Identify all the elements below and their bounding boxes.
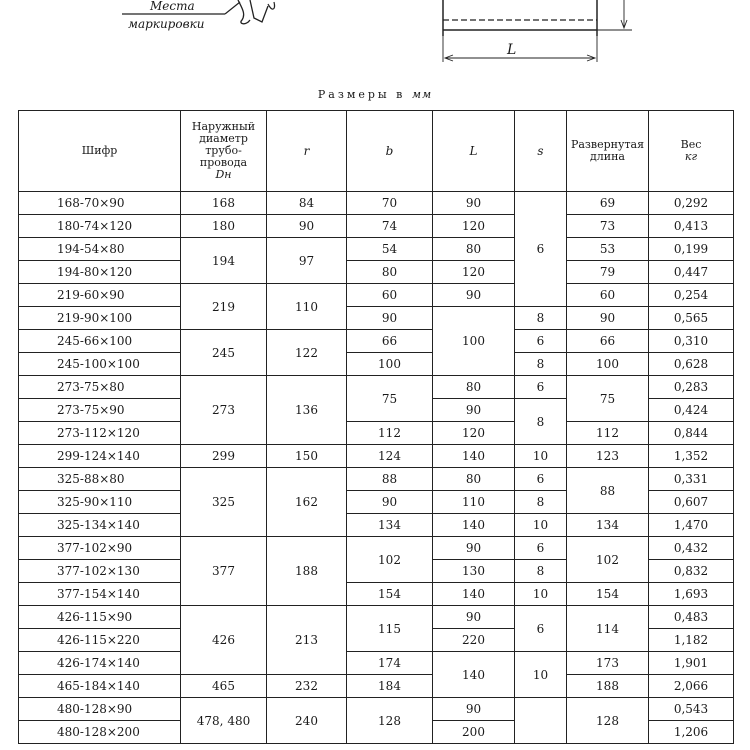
cell-weight: 1,352 — [649, 445, 734, 468]
cell-diameter: 478, 480 — [181, 698, 267, 744]
cell-L: 90 — [433, 192, 515, 215]
cell-length: 79 — [567, 261, 649, 284]
header-developed-length — [567, 111, 649, 192]
cell-length: 75 — [567, 376, 649, 422]
cell-b: 70 — [347, 192, 433, 215]
table-row — [19, 192, 734, 215]
cell-length: 188 — [567, 675, 649, 698]
cell-b: 100 — [347, 353, 433, 376]
table-row — [19, 537, 734, 560]
cell-b: 102 — [347, 537, 433, 583]
cell-length: 90 — [567, 307, 649, 330]
table-row — [19, 330, 734, 353]
cell-r: 232 — [267, 675, 347, 698]
caption-unit: мм — [411, 88, 433, 101]
caption-text: Размеры в — [317, 88, 412, 101]
header-diameter-line4: провода — [199, 156, 248, 169]
header-weight-line2: кг — [684, 150, 698, 163]
cell-L: 100 — [433, 307, 515, 376]
cell-diameter: 299 — [181, 445, 267, 468]
cell-code: 194-54×80 — [19, 238, 181, 261]
drawing-fragment — [0, 0, 750, 95]
cell-diameter: 426 — [181, 606, 267, 675]
header-L: L — [433, 111, 515, 192]
cell-length: 134 — [567, 514, 649, 537]
cell-L: 80 — [433, 468, 515, 491]
cell-code: 168-70×90 — [19, 192, 181, 215]
table-row — [19, 238, 734, 261]
table-row — [19, 353, 734, 376]
cell-L: 140 — [433, 583, 515, 606]
cell-b: 90 — [347, 307, 433, 330]
table-row — [19, 468, 734, 491]
cell-s: 8 — [515, 307, 567, 330]
cell-code: 377-102×130 — [19, 560, 181, 583]
cell-code: 219-60×90 — [19, 284, 181, 307]
cell-s: 6 — [515, 192, 567, 307]
cell-b: 154 — [347, 583, 433, 606]
cell-length: 60 — [567, 284, 649, 307]
cell-s: 10 — [515, 652, 567, 698]
table-row — [19, 284, 734, 307]
cell-length: 123 — [567, 445, 649, 468]
header-weight — [649, 111, 734, 192]
cell-r: 240 — [267, 698, 347, 744]
table-header-row — [19, 111, 734, 192]
cell-code: 325-88×80 — [19, 468, 181, 491]
header-length-line1: Развернутая — [570, 138, 645, 151]
cell-code: 180-74×120 — [19, 215, 181, 238]
cell-b: 128 — [347, 698, 433, 744]
cell-length: 100 — [567, 353, 649, 376]
cell-weight: 0,424 — [649, 399, 734, 422]
table-row — [19, 583, 734, 606]
cell-diameter: 377 — [181, 537, 267, 606]
cell-s: 6 — [515, 606, 567, 652]
cell-code: 325-134×140 — [19, 514, 181, 537]
cell-weight: 0,628 — [649, 353, 734, 376]
cell-weight: 0,543 — [649, 698, 734, 721]
cell-b: 74 — [347, 215, 433, 238]
cell-b: 115 — [347, 606, 433, 652]
cell-weight: 0,483 — [649, 606, 734, 629]
cell-weight: 0,199 — [649, 238, 734, 261]
cell-code: 245-100×100 — [19, 353, 181, 376]
table-row — [19, 376, 734, 399]
cell-diameter: 180 — [181, 215, 267, 238]
dimensions-table — [18, 110, 734, 744]
cell-s: 10 — [515, 583, 567, 606]
table-row — [19, 215, 734, 238]
cell-weight: 0,413 — [649, 215, 734, 238]
cell-L: 80 — [433, 238, 515, 261]
cell-r: 97 — [267, 238, 347, 284]
cell-b: 112 — [347, 422, 433, 445]
cell-b: 90 — [347, 491, 433, 514]
table-row — [19, 675, 734, 698]
cell-b: 66 — [347, 330, 433, 353]
table-row — [19, 422, 734, 445]
cell-code: 426-115×90 — [19, 606, 181, 629]
cell-L: 120 — [433, 422, 515, 445]
cell-weight: 0,832 — [649, 560, 734, 583]
cell-b: 174 — [347, 652, 433, 675]
header-diameter-line2: диаметр — [199, 132, 248, 145]
cell-s: 6 — [515, 537, 567, 560]
marker-label-line2: маркировки — [128, 17, 205, 31]
cell-code: 377-154×140 — [19, 583, 181, 606]
cell-r: 84 — [267, 192, 347, 215]
header-diameter-line3: трубо- — [205, 144, 242, 157]
cell-code: 194-80×120 — [19, 261, 181, 284]
header-b: b — [347, 111, 433, 192]
cell-L: 120 — [433, 261, 515, 284]
cell-L: 200 — [433, 721, 515, 744]
cell-weight: 1,182 — [649, 629, 734, 652]
cell-weight: 1,693 — [649, 583, 734, 606]
cell-code: 299-124×140 — [19, 445, 181, 468]
cell-L: 80 — [433, 376, 515, 399]
cell-b: 60 — [347, 284, 433, 307]
cell-s: 10 — [515, 445, 567, 468]
cell-r: 136 — [267, 376, 347, 445]
table-row — [19, 514, 734, 537]
cell-weight: 0,432 — [649, 537, 734, 560]
table-row — [19, 307, 734, 330]
cell-weight: 0,331 — [649, 468, 734, 491]
cell-b: 124 — [347, 445, 433, 468]
cell-r: 110 — [267, 284, 347, 330]
cell-code: 480-128×200 — [19, 721, 181, 744]
cell-length: 112 — [567, 422, 649, 445]
cell-r: 162 — [267, 468, 347, 537]
cell-diameter: 219 — [181, 284, 267, 330]
cell-b: 75 — [347, 376, 433, 422]
cell-L: 140 — [433, 445, 515, 468]
cell-r: 150 — [267, 445, 347, 468]
dimension-L-label: L — [507, 42, 517, 58]
cell-code: 219-90×100 — [19, 307, 181, 330]
cell-diameter: 465 — [181, 675, 267, 698]
cell-code: 480-128×90 — [19, 698, 181, 721]
cell-s: 6 — [515, 376, 567, 399]
cell-code: 273-75×90 — [19, 399, 181, 422]
cell-length: 128 — [567, 698, 649, 744]
cell-s: 6 — [515, 330, 567, 353]
cell-s: 8 — [515, 353, 567, 376]
cell-b: 88 — [347, 468, 433, 491]
cell-s: 8 — [515, 560, 567, 583]
cell-L: 220 — [433, 629, 515, 652]
cell-weight: 1,206 — [649, 721, 734, 744]
cell-L: 110 — [433, 491, 515, 514]
cell-weight: 0,310 — [649, 330, 734, 353]
cell-diameter: 194 — [181, 238, 267, 284]
cell-code: 273-112×120 — [19, 422, 181, 445]
cell-r: 90 — [267, 215, 347, 238]
cell-weight: 1,470 — [649, 514, 734, 537]
cell-length: 173 — [567, 652, 649, 675]
cell-diameter: 273 — [181, 376, 267, 445]
cell-s: 8 — [515, 399, 567, 445]
header-r: r — [267, 111, 347, 192]
cell-weight: 1,901 — [649, 652, 734, 675]
cell-L: 140 — [433, 514, 515, 537]
header-diameter-line1: Наружный — [191, 120, 256, 133]
cell-code: 426-115×220 — [19, 629, 181, 652]
cell-diameter: 245 — [181, 330, 267, 376]
cell-code: 377-102×90 — [19, 537, 181, 560]
cell-length: 66 — [567, 330, 649, 353]
cell-L: 90 — [433, 698, 515, 721]
header-weight-line1: Вес — [680, 138, 702, 151]
cell-L: 90 — [433, 606, 515, 629]
cell-length: 53 — [567, 238, 649, 261]
cell-b: 54 — [347, 238, 433, 261]
cell-length: 73 — [567, 215, 649, 238]
cell-b: 184 — [347, 675, 433, 698]
cell-s: 10 — [515, 514, 567, 537]
cell-L: 90 — [433, 399, 515, 422]
header-length-line2: длина — [590, 150, 625, 163]
table-row — [19, 445, 734, 468]
marker-label-line1: Места — [150, 0, 195, 13]
cell-code: 465-184×140 — [19, 675, 181, 698]
header-diameter — [181, 111, 267, 192]
cell-L: 130 — [433, 560, 515, 583]
cell-weight: 2,066 — [649, 675, 734, 698]
cell-weight: 0,292 — [649, 192, 734, 215]
cell-diameter: 325 — [181, 468, 267, 537]
cell-code: 325-90×110 — [19, 491, 181, 514]
cell-r: 213 — [267, 606, 347, 675]
cell-L: 90 — [433, 284, 515, 307]
cell-code: 273-75×80 — [19, 376, 181, 399]
cell-s — [515, 698, 567, 744]
table-caption — [0, 88, 750, 101]
cell-length: 154 — [567, 583, 649, 606]
cell-b: 80 — [347, 261, 433, 284]
cell-length: 88 — [567, 468, 649, 514]
cell-weight: 0,844 — [649, 422, 734, 445]
cell-s: 8 — [515, 491, 567, 514]
cell-weight: 0,607 — [649, 491, 734, 514]
cell-diameter: 168 — [181, 192, 267, 215]
header-diameter-symbol: Dн — [215, 168, 232, 181]
cell-weight: 0,254 — [649, 284, 734, 307]
header-s: s — [515, 111, 567, 192]
table-row — [19, 698, 734, 721]
cell-L: 90 — [433, 537, 515, 560]
cell-L: 120 — [433, 215, 515, 238]
header-code: Шифр — [19, 111, 181, 192]
table-row — [19, 606, 734, 629]
cell-weight: 0,283 — [649, 376, 734, 399]
drawing-lines — [0, 0, 750, 95]
cell-r: 188 — [267, 537, 347, 606]
cell-length: 114 — [567, 606, 649, 652]
cell-length: 69 — [567, 192, 649, 215]
cell-s: 6 — [515, 468, 567, 491]
cell-r: 122 — [267, 330, 347, 376]
cell-b: 134 — [347, 514, 433, 537]
cell-length: 102 — [567, 537, 649, 583]
cell-code: 245-66×100 — [19, 330, 181, 353]
cell-code: 426-174×140 — [19, 652, 181, 675]
table-row — [19, 261, 734, 284]
cell-L: 140 — [433, 652, 515, 698]
table-row — [19, 652, 734, 675]
cell-weight: 0,565 — [649, 307, 734, 330]
cell-weight: 0,447 — [649, 261, 734, 284]
